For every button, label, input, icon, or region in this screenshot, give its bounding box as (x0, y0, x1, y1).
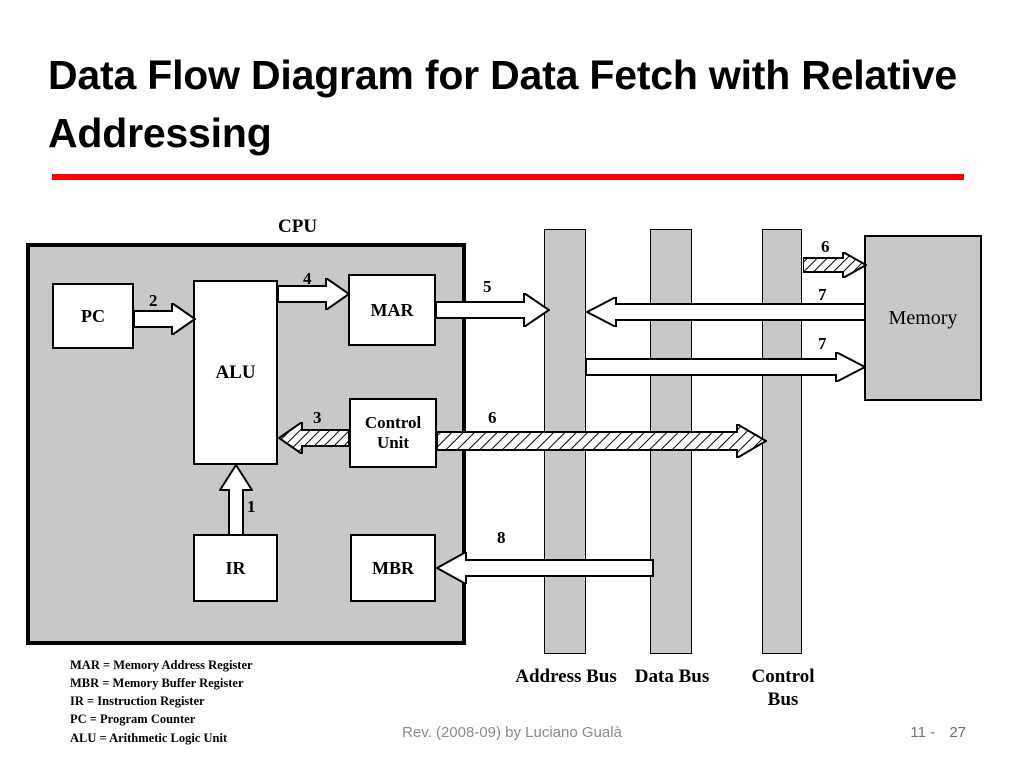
cpu-label: CPU (278, 216, 318, 237)
step-number-5: 5 (483, 277, 492, 296)
arrow-mar-to-address-bus (436, 293, 550, 327)
footer-chapter: 11 - (910, 724, 936, 741)
legend-item: IR = Instruction Register (70, 694, 205, 709)
footer-page-number: 27 (949, 724, 966, 741)
step-number-7-top: 7 (818, 285, 827, 304)
page-title: Data Flow Diagram for Data Fetch with Relative Addressing (48, 52, 957, 157)
step-number-8: 8 (497, 528, 506, 547)
arrow-data-bus-to-mbr (436, 552, 654, 584)
block-memory: Memory (864, 235, 982, 401)
data-bus-label: Data Bus (634, 666, 710, 687)
address-bus-label: Address Bus (515, 666, 617, 687)
control-bus-label: Control Bus (751, 666, 815, 710)
block-mar: MAR (348, 274, 436, 346)
step-number-4: 4 (303, 269, 312, 288)
block-pc: PC (52, 283, 134, 349)
legend-item: MBR = Memory Buffer Register (70, 676, 244, 691)
arrow-memory-to-data-bus (586, 352, 866, 382)
step-number-2: 2 (149, 291, 158, 310)
block-mbr: MBR (350, 534, 436, 602)
step-number-6-control: 6 (821, 237, 830, 256)
footer-credit: Rev. (2008-09) by Luciano Gualà (402, 724, 622, 741)
footer-pagination (910, 724, 966, 741)
arrow-control-bus-to-memory (803, 252, 867, 278)
legend-item: ALU = Arithmetic Logic Unit (70, 730, 228, 745)
step-number-1: 1 (247, 497, 256, 516)
block-alu: ALU (193, 280, 278, 465)
step-number-6-mid: 6 (488, 408, 497, 427)
step-number-3: 3 (313, 408, 322, 427)
control-bus (762, 229, 802, 654)
step-number-7-bottom: 7 (818, 334, 827, 353)
block-control-unit: Control Unit (349, 398, 437, 468)
legend-item: PC = Program Counter (70, 712, 196, 727)
arrow-control-unit-to-control-bus (437, 424, 767, 458)
block-ir: IR (193, 534, 278, 602)
title-underline-rule (52, 174, 964, 180)
arrow-pc-to-alu (134, 303, 196, 335)
legend-item: MAR = Memory Address Register (70, 658, 253, 672)
arrow-alu-to-mar (278, 278, 350, 310)
